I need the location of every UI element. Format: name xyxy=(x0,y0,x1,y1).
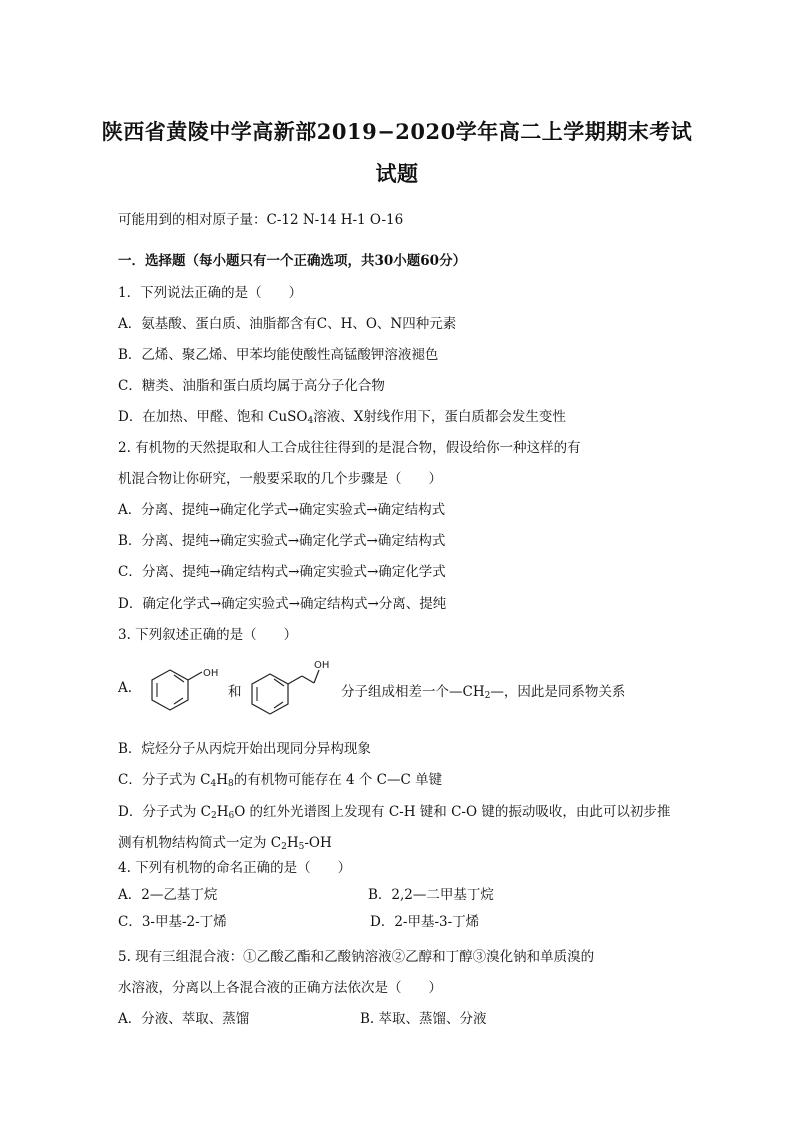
question-2-stem-line-1: 2. 有机物的天然提取和人工合成往往得到的是混合物，假设给你一种这样的有 xyxy=(118,440,581,456)
question-1-option-a: A．氨基酸、蛋白质、油脂都含有C、H、O、N四种元素 xyxy=(118,316,457,332)
question-3-and: 和 xyxy=(228,684,242,700)
question-2-option-d: D．确定化学式→确定实验式→确定结构式→分离、提纯 xyxy=(118,596,447,612)
question-5-stem-line-1: 5. 现有三组混合液：①乙酸乙酯和乙酸钠溶液②乙醇和丁醇③溴化钠和单质溴的 xyxy=(118,949,595,965)
question-4-option-c: C．3-甲基-2-丁烯 xyxy=(118,914,227,930)
question-1-option-d: D．在加热、甲醛、饱和 CuSO$_4$溶液、X射线作用下，蛋白质都会发生变性 xyxy=(118,409,566,426)
question-3-option-b: B．烷烃分子从丙烷开始出现同分异构现象 xyxy=(118,741,371,757)
question-3-option-a-label: A. xyxy=(118,680,133,696)
question-4-option-b: B．2,2—二甲基丁烷 xyxy=(368,887,494,903)
title-line-1: 陕西省黄陵中学高新部2019−2020学年高二上学期期末考试 xyxy=(101,119,693,144)
question-5-option-b: B. 萃取、蒸馏、分液 xyxy=(360,1011,487,1027)
question-4-option-d: D．2-甲基-3-丁烯 xyxy=(370,914,480,930)
question-3-option-c: C．分子式为 $C_4H_8$的有机物可能存在 4 个 C—C 单键 xyxy=(118,772,443,789)
question-3-option-a-text: 分子组成相差一个$—CH_2—$，因此是同系物关系 xyxy=(341,684,626,701)
question-2-stem-line-2: 机混合物让你研究，一般要采取的几个步骤是（ ） xyxy=(118,471,442,487)
question-1-option-c: C．糖类、油脂和蛋白质均属于高分子化合物 xyxy=(118,378,385,394)
phenol-oh-label: OH xyxy=(203,668,219,679)
question-2-option-a: A．分离、提纯→确定化学式→确定实验式→确定结构式 xyxy=(118,502,446,518)
question-3-option-d-line-2: 测有机物结构简式一定为 $C_2H_5-OH$ xyxy=(118,835,332,852)
question-4-stem: 4. 下列有机物的命名正确的是（ ） xyxy=(118,860,352,876)
question-1-stem: 1．下列说法正确的是（ ） xyxy=(118,285,303,301)
question-5-stem-line-2: 水溶液，分离以上各混合液的正确方法依次是（ ） xyxy=(118,980,442,996)
question-2-option-b: B．分离、提纯→确定实验式→确定化学式→确定结构式 xyxy=(118,533,446,549)
atomic-mass-note: 可能用到的相对原子量：C-12 N-14 H-1 O-16 xyxy=(118,212,404,228)
phenol-structure-icon xyxy=(148,664,226,716)
title-line-2: 试题 xyxy=(375,161,419,186)
question-1-option-b: B．乙烯、聚乙烯、甲苯均能使酸性高锰酸钾溶液褪色 xyxy=(118,347,439,363)
question-3-stem: 3. 下列叙述正确的是（ ） xyxy=(118,627,298,643)
benzyl-oh-label: OH xyxy=(314,660,330,671)
section-heading: 一．选择题（每小题只有一个正确选项，共30小题60分） xyxy=(118,253,467,269)
question-2-option-c: C．分离、提纯→确定结构式→确定实验式→确定化学式 xyxy=(118,564,446,580)
benzyl-alcohol-structure-icon xyxy=(246,656,336,720)
question-5-option-a: A．分液、萃取、蒸馏 xyxy=(118,1011,250,1027)
question-3-option-d-line-1: D．分子式为 $C_2H_6O$ 的红外光谱图上发现有 C-H 键和 C-O 键的振动吸收，由此可以初步推 xyxy=(118,804,671,821)
question-4-option-a: A．2—乙基丁烷 xyxy=(118,887,218,903)
